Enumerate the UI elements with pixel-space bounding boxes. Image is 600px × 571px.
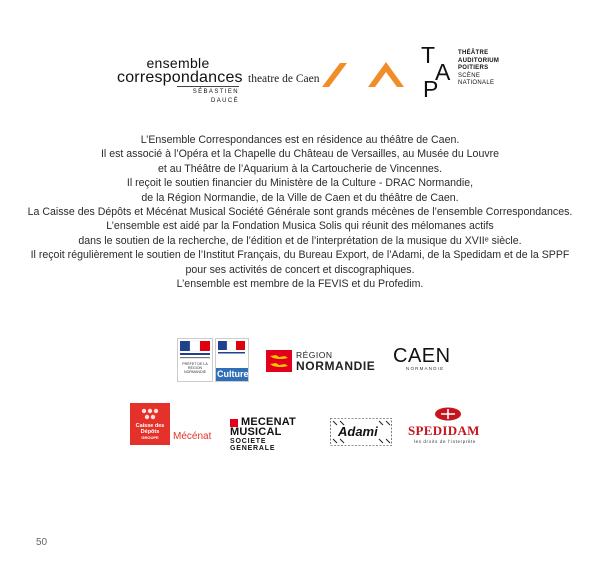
caen-line1: CAEN <box>393 345 451 367</box>
tap-line: SCÈNE <box>458 72 481 79</box>
theatre-de-caen-chevrons-icon <box>320 60 410 88</box>
normandie-leopards-icon <box>266 350 292 372</box>
spedidam-text: SPEDIDAM <box>408 423 480 438</box>
paragraph-line: L’ensemble est membre de la FEVIS et du Profedim. <box>176 278 424 291</box>
caisse-name: Caisse des Dépôts <box>135 423 165 435</box>
mecenat-musical-line3: SOCIETE GENERALE <box>230 438 276 452</box>
paragraph-line: Il reçoit régulièrement le soutien de l’Institut Français, du Bureau Export, de l’Adami, de la Spedidam et de la SPPF <box>30 249 570 262</box>
prefet-normandie-culture-logo <box>177 338 249 382</box>
paragraph-line: Il reçoit le soutien financier du Ministère de la Culture - DRAC Normandie, <box>126 177 474 190</box>
caisse-dots-icon <box>140 407 160 421</box>
region-line2: NORMANDIE <box>296 359 376 373</box>
tap-line: THÉÂTRE <box>458 50 489 56</box>
caisse-text <box>132 423 168 441</box>
paragraph-line: L’Ensemble Correspondances est en résidence au théâtre de Caen. <box>140 134 460 146</box>
prefet-text: PRÉFET DE LA RÉGION NORMANDIE <box>182 362 208 374</box>
theatre-de-caen-logo-text: theatre de Caen <box>248 73 320 85</box>
paragraph-line: et au Théâtre de l’Aquarium à la Cartoucherie de Vincennes. <box>157 162 443 175</box>
spedidam-emblem-icon <box>433 406 463 422</box>
tap-logo-letters <box>421 44 455 100</box>
ensemble-correspondances-logo <box>117 55 243 106</box>
mecenat-musical-line2: MUSICAL <box>230 426 282 438</box>
mecenat-text: Mécénat <box>173 431 212 442</box>
paragraph-line: dans le soutien de la recherche, de l’édition et de l’interprétation de la musique du XVIIᵉ siècle. <box>78 234 522 247</box>
ensemble-logo-line3: SÉBASTIEN DAUCÉ <box>177 86 239 106</box>
paragraph-line: Il est associé à l’Opéra et la Chapelle du Château de Versailles, au Musée du Louvre <box>100 148 500 161</box>
mecenat-musical-societe-generale-logo <box>230 416 312 452</box>
tap-letter-p: P <box>423 76 439 102</box>
caisse-sub: GROUPE <box>141 435 159 440</box>
mecenat-musical-line1: MECENAT <box>241 416 296 428</box>
paragraph-line: de la Région Normandie, de la Ville de Caen et du théâtre de Caen. <box>141 191 459 204</box>
culture-text: Culture <box>217 369 249 379</box>
tap-letter-a: A <box>435 59 451 85</box>
page-number: 50 <box>36 537 48 548</box>
tap-line: NATIONALE <box>458 80 495 86</box>
tap-line: POITIERS <box>458 65 489 71</box>
spedidam-logo <box>408 406 492 448</box>
ensemble-logo-line2: correspondances <box>117 69 243 86</box>
tap-line: AUDITORIUM <box>458 57 500 64</box>
paragraph-line: L’ensemble est aidé par la Fondation Musica Solis qui réunit des mélomanes actifs <box>106 220 494 233</box>
tap-logo-text <box>458 50 499 88</box>
caen-normandie-logo <box>393 345 463 377</box>
paragraph-line: La Caisse des Dépôts et Mécénat Musical Société Générale sont grands mécènes de l’ensemble Correspondances. <box>27 206 573 219</box>
ensemble-logo-line1: ensemble <box>146 55 210 71</box>
paragraph-line: pour ses activités de concert et discographiques. <box>185 263 415 276</box>
caen-line2: NORMANDIE <box>406 366 445 371</box>
adami-text: Adami <box>338 424 378 439</box>
spedidam-tagline: les droits de l'interprète <box>414 439 476 444</box>
adami-logo <box>330 418 392 446</box>
tap-letter-t: T <box>421 42 436 68</box>
caisse-des-depots-logo <box>130 403 210 445</box>
region-line1: RÉGION <box>296 350 333 360</box>
residency-paragraph <box>20 133 580 291</box>
region-normandie-logo <box>266 348 378 374</box>
